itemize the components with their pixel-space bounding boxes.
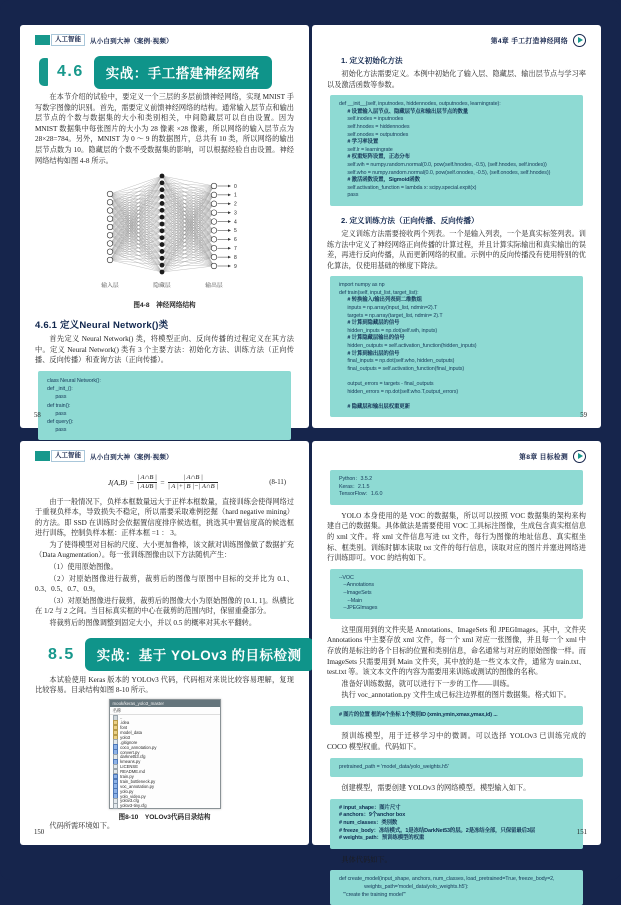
svg-text:3: 3 [234,211,237,217]
window-titlebar: mook/keras_yolo3_master [110,700,220,707]
page-number: 59 [580,412,587,419]
book-subtitle: 从小白到大神（案例·视频） [90,36,173,45]
code-line: --VOC [339,575,574,583]
code-line: class Neural Network(): [47,377,282,385]
banner-bracket-icon [39,58,48,86]
header-accent-swatch [35,451,50,461]
equation-8-11 [35,474,294,491]
paragraph: 这里面用到的文件夹是 Annotations、ImageSets 和 JPEGImages。其中，文件夹 Annotations 中主要存放 xml 文件，每一个 xml 对应一张图像，并且每一个 xml 中存放的是标注的各个目标的位置和类别信息，命名通常与对应的原始图像一样。而 ImageSets 只需要用到 Main 文件夹，其中放的是一些文本文件，通常为 train.txt、test.txt 等。该文本文件的内容为需要用来训练或测试的图像的名称。 [327,625,586,678]
code-line: # 计算到输出层的信号 [339,351,574,359]
paragraph: （3）对原始图像进行裁剪，裁剪后的图像大小为原始图像的 [0.1, 1]。纵横比在 1/2 与 2 之间。当目标真实框的中心在裁剪的范围内时，保留重叠部分。 [35,596,294,617]
file-name: voc_annotation.py [120,784,154,789]
page-number: 150 [34,829,44,836]
file-name: train.py [120,774,134,779]
code-line: final_inputs = np.dot(self.who, hidden_outputs) [339,358,574,366]
paragraph: 初始化方法需要定义。本例中初始化了输入层、隐藏层、输出层节点与学习率以及激活函数等参数。 [327,69,586,90]
code-line: # 激活函数设置，Sigmoid函数 [339,177,574,185]
svg-text:1: 1 [234,193,237,199]
code-block-pretrained-path [330,758,583,778]
svg-text:0: 0 [234,184,237,190]
code-line: hidden_inputs = np.dot(self.wih, inputs) [339,328,574,336]
paragraph: 准备好训练数据，就可以进行下一步的工作——训练。 [327,679,586,690]
paragraph: 在本节介绍的试验中，要定义一个三层的多层前馈神经网络，实现 MNIST 手写数字图像的识别。首先，需要定义前馈神经网络的结构。通常输入层节点和输出层节点的个数与数据集的大小和类别相关，中间隐藏层可以自由设置。因为 MNIST 数据集中每张图片的大小为 28 像素 ×28 像素，所以网络的输入层节点为 28×28=784。另外，MNIST 为 0 ～ 9 的数据图片，总共有 10 类，所以网络的输出层节点数为 10。隐藏层的个数不受数据集的影响，可以根据经验自由设置。神经网络结构如图 4-8 所示。 [35,92,294,166]
code-block-environment [330,470,583,505]
code-line: self.hnodes = hiddennodes [339,124,574,132]
code-line: def __init__(self, inputnodes, hiddennodes, outputnodes, learningrate): [339,101,574,109]
file-name: darknet53.cfg [120,754,145,759]
paragraph: 执行 voc_annotation.py 文件生成已标注边界框的图片数据集。格式如下。 [327,690,586,701]
code-line: inputs = np.array(input_list, ndmin=2).T [339,305,574,313]
figure-caption: 图8-10 YOLOv3代码目录结构 [35,811,294,821]
book-subtitle: 从小白到大神（案例·视频） [90,452,173,461]
book-brand: 人工智能 [51,34,85,46]
code-line [339,396,574,404]
section-title: 实战：手工搭建神经网络 [94,56,272,89]
code-line: # 权重矩阵设置，正态分布 [339,154,574,162]
svg-text:7: 7 [234,246,237,252]
code-line: self.lr = learningrate [339,147,574,155]
fraction: $\frac{| A\cap B |}{| A |+| B |-| A\cap B |}$ [168,474,218,491]
svg-text:5: 5 [234,228,237,234]
code-line: hidden_errors = np.dot(self.who.T,output_errors) [339,389,574,397]
paragraph: 预训练模型，用于迁移学习中的微调。可以选择 YOLOv3 已训练完成的 COCO 模型权重。代码如下。 [327,731,586,752]
code-line: # 设置输入层节点、隐藏层节点和输出层节点的数量 [339,109,574,117]
file-name: train_bottleneck.py [120,779,155,784]
file-name: README.md [120,769,145,774]
code-block-voc-structure [330,569,583,619]
svg-text:输入层: 输入层 [101,281,119,289]
paragraph: 定义训练方法需要接收两个列表。一个是输入列表，一个是真实标签列表。训练方法中定义了神经网络正向传播的计算过程，并且计算实际输出和真实输出的误差，再进行反向传播，从而更新网络的权重。示例中的反向传播没有使用特别的优化算法，仅使用基础的梯度下降法。 [327,229,586,271]
file-name: yolo_video.py [120,794,146,799]
file-name: font [120,725,127,730]
book-brand: 人工智能 [51,450,85,462]
code-block-train-method [330,276,583,417]
section-number: 8.5 [48,646,75,664]
code-line: def create_model(input_shape, anchors, num_classes, load_pretrained=True, freeze_body=2, [339,876,574,884]
code-line: Keras：2.1.5 [339,484,574,492]
code-line: pass [339,192,574,200]
code-line: # anchors：9个anchor box [339,812,574,820]
page-58 [20,25,309,428]
code-line: # input_shape：图片尺寸 [339,805,574,813]
code-line: output_errors = targets - final_outputs [339,381,574,389]
section-banner-4-6 [39,56,294,88]
equation-number: (8-11) [269,479,286,486]
file-name: yolov3.cfg [120,798,139,803]
page-number: 151 [577,829,587,836]
code-line: def query(): [47,418,282,426]
file-name: coco_annotation.py [120,745,156,750]
code-line: # 转换输入/输出列表到二维数组 [339,297,574,305]
page-number: 58 [34,412,41,419]
numbered-heading-2: 2. 定义训练方法（正向传播、反向传播） [341,215,586,226]
code-block-annotation-format [330,706,583,726]
file-name: LICENSE [120,764,138,769]
code-line: pretrained_path = 'model_data/yolo_weights.h5' [339,764,574,772]
svg-text:2: 2 [234,202,237,208]
running-header [327,34,586,46]
play-icon [573,450,586,463]
code-line: --Annotations [339,582,574,590]
paragraph: 将裁剪后的图像调整到固定大小，并以 0.5 的概率对其水平翻转。 [35,618,294,629]
paragraph: （1）使用原始图像。 [35,562,294,573]
file-name: yolov3-tiny.cfg [120,803,146,808]
paragraph: 首先定义 Neural Network() 类，将模型正向、反向传播的过程定义在其方法中。定义 Neural Network() 类有 3 个主要方法：初始化方法、训练方法（正向传播、反向传播）和查询方法（正向传播）。 [35,334,294,366]
code-line: # 学习率设置 [339,139,574,147]
formula-lhs: J(A,B) = [108,478,134,487]
code-block-create-model [330,870,583,905]
code-line: self.wih = numpy.random.normal(0.0, pow(self.hnodes, -0.5), (self.hnodes, self.inodes)) [339,162,574,170]
file-name: kmeans.py [120,759,140,764]
file-explorer-screenshot [109,699,221,809]
file-name: convert.py [120,750,139,755]
svg-text:6: 6 [234,237,237,243]
running-header [35,450,294,462]
paragraph: 本试验使用 Keras 版本的 YOLOv3 代码，代码相对来说比较容易理解，复现比较容易。目录结构如图 8-10 所示。 [35,675,294,696]
code-line: '''create the training model''' [339,892,574,900]
chapter-title: 第4章 手工打造神经网络 [491,35,568,45]
code-line: # freeze_body：冻结模式。1是冻结DarkNet53的层。2是冻结全部，只保留最后3层 [339,828,574,836]
numbered-heading-1: 1. 定义初始化方法 [341,55,586,66]
file-name: .. [120,715,122,720]
code-line: pass [47,410,282,418]
code-block-class-skeleton [38,371,291,440]
code-line [339,373,574,381]
paragraph: 具体代码如下。 [327,855,586,866]
paragraph: 由于一般情况下，负样本框数量远大于正样本框数量，直接训练会使得网络过于重视负样本，导致损失不稳定，所以需要采取难例挖掘（hard negative mining）的方法。即 SSD 在训练时会依据置信度排序候选框，挑选其中置信度高的候选框进行训练，控制负样本框：正样本框 =1 ： 3。 [35,497,294,539]
file-name: yolo.py [120,789,133,794]
paragraph: 为了使得模型对目标的尺度、大小更加鲁棒，该文献对训练图像做了数据扩充（Data Augmentation）。每一张训练图像由以下方法随机产生： [35,540,294,561]
paragraph: YOLO 本身使用的是 VOC 的数据集，所以可以按照 VOC 数据集的架构来构建自己的数据集。具体做法是需要使用 VOC 工具标注图像，生成包含真实框信息的 xml 文件。将 xml 文件信息写进 txt 文件，每行为图像的地址信息、真实框坐标、框类别。训练时脚本读取 txt 文件的每行信息，读取对应的图片并塞进网络进行训练即可。VOC 的结构如下。 [327,511,586,564]
code-line: self.who = numpy.random.normal(0.0, pow(self.onodes, -0.5), (self.onodes, self.hnodes)) [339,170,574,178]
code-line: self.onodes = outputnodes [339,132,574,140]
paragraph: 创建模型，需要创建 YOLOv3 的网络模型。模型输入如下。 [327,783,586,794]
fraction: $\frac{| A\cap B |}{| A\cup B |}$ [137,474,157,491]
code-line: pass [47,393,282,401]
code-line: # 计算隐藏层输出的信号 [339,335,574,343]
running-header [35,34,294,46]
svg-text:输出层: 输出层 [205,281,223,289]
page-151 [312,441,601,845]
section-title: 实战：基于 YOLOv3 的目标检测 [85,638,314,671]
page-59 [312,25,601,428]
figure-caption: 图4-8 神经网络结构 [35,299,294,309]
network-diagram [35,168,294,297]
svg-text:8: 8 [234,255,237,261]
figure-4-8 [35,168,294,309]
section-banner-8-5 [39,639,294,671]
code-line: # 图片的位置 框的4个坐标 1个类别ID (xmin,ymin,xmax,ymax,id) ... [339,712,574,720]
file-name: yolo3 [120,735,130,740]
svg-text:隐藏层: 隐藏层 [153,281,171,289]
chapter-title: 第8章 目标检测 [519,451,568,461]
file-list [110,715,220,808]
code-block-init-method [330,95,583,206]
code-line: self.inodes = inputnodes [339,116,574,124]
page-150 [20,441,309,845]
header-accent-swatch [35,35,50,45]
code-line: weights_path='model_data/yolo_weights.h5'): [339,884,574,892]
paragraph: 代码所需环境如下。 [35,821,294,832]
equals-sign: = [160,478,165,487]
paragraph: （2）对原始图像进行裁剪，裁剪后的图像与原图中目标的交并比为 0.1、0.3、0.5、0.7、0.9。 [35,574,294,595]
code-line: self.activation_function = lambda x: scipy.special.expit(x) [339,185,574,193]
code-line: --JPEGImages [339,605,574,613]
column-header-name: 名称 [110,707,220,716]
file-name: .idea [120,720,129,725]
code-line: --ImageSets [339,590,574,598]
code-line: # 计算到隐藏层的信号 [339,320,574,328]
file-icon [113,803,119,809]
code-line: Python：3.5.2 [339,476,574,484]
code-line: targets = np.array(target_list, ndmin= 2).T [339,313,574,321]
svg-text:4: 4 [234,220,237,226]
code-line: pass [47,426,282,434]
svg-text:9: 9 [234,264,237,270]
file-name: model_data [120,730,142,735]
section-number: 4.6 [57,63,84,81]
code-line: # num_classes：类别数 [339,820,574,828]
code-line: # 隐藏层和输出层权重更新 [339,404,574,412]
code-line: # weights_path：预训练模型的权重 [339,835,574,843]
running-header [327,450,586,462]
code-line: --Main [339,598,574,606]
play-icon [573,34,586,47]
code-block-model-inputs [330,799,583,849]
code-line: def train(): [47,402,282,410]
code-line: hidden_outputs = self.activation_function(hidden_inputs) [339,343,574,351]
code-line: def train(self, input_list, target_list): [339,290,574,298]
file-tree-item [110,803,220,808]
file-name: .gitignore [120,740,137,745]
code-line: import numpy as np [339,282,574,290]
sub-section-heading: 4.6.1 定义Neural Network()类 [35,317,294,331]
code-line: final_outputs = self.activation_function(final_inputs) [339,366,574,374]
code-line: def _init_(): [47,385,282,393]
code-line: TensorFlow：1.6.0 [339,491,574,499]
paragraph-group [35,497,294,629]
